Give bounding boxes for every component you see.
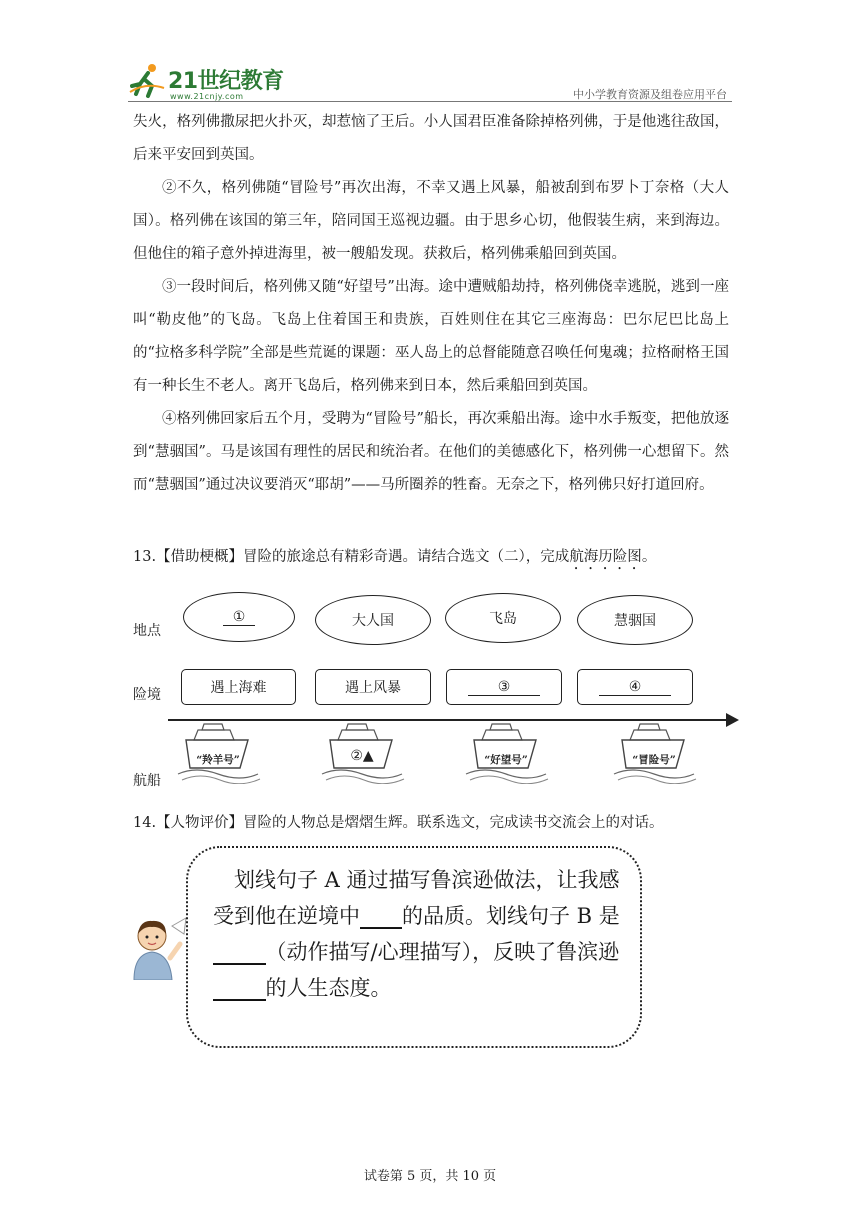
passage-paragraph-0: 失火，格列佛撒尿把火扑灭，却惹恼了王后。小人国君臣准备除掉格列佛，于是他逃往敌国，后来平安回到英国。: [133, 114, 729, 163]
logo-title: 21世纪教育: [168, 69, 284, 94]
place-label-4: 慧骃国: [614, 613, 656, 629]
question-13-emphasis: 航海历险图: [569, 549, 642, 565]
ship-2: [318, 722, 406, 784]
question-13: [133, 546, 656, 573]
danger-box-4: [577, 669, 693, 705]
danger-blank-3[interactable]: ③: [468, 679, 541, 696]
student-avatar-icon: [126, 914, 188, 980]
row-label-danger: 险境: [133, 687, 161, 703]
ship-label-4: “冒险号”: [632, 754, 676, 766]
place-ellipse-2: [315, 595, 431, 645]
place-label-3: 飞岛: [489, 611, 517, 627]
question-14: 14.【人物评价】冒险的人物总是熠熠生辉。联系选文，完成读书交流会上的对话。: [133, 815, 664, 831]
speech-part-4: 的人生态度。: [265, 976, 392, 1000]
speech-blank-3[interactable]: _____: [213, 976, 266, 1000]
passage-paragraph-2: ②不久，格列佛随“冒险号”再次出海，不幸又遇上风暴，船被刮到布罗卜丁奈格（大人国）。格列佛在该国的第三年，陪同国王巡视边疆。由于思乡心切，他假装生病，来到海边。但他住的箱子意外掉进海里，被一艘船发现。获救后，格列佛乘船回到英国。: [133, 180, 729, 262]
ship-4: [610, 722, 698, 784]
ship-label-1: “羚羊号”: [196, 754, 240, 766]
danger-box-2: [315, 669, 431, 705]
danger-box-3: [446, 669, 562, 705]
platform-name: 中小学教育资源及组卷应用平台: [573, 88, 727, 101]
place-ellipse-4: [577, 595, 693, 645]
header-divider: [128, 101, 732, 102]
runner-logo-icon: [126, 62, 166, 102]
place-label-2: 大人国: [352, 613, 394, 629]
timeline-line: [168, 719, 730, 721]
speech-part-2: 的品质。划线句子 B 是: [402, 904, 620, 928]
danger-label-2: 遇上风暴: [345, 680, 401, 696]
speech-text: [213, 862, 623, 1006]
place-blank-1[interactable]: ①: [223, 609, 256, 626]
place-ellipse-3: [445, 593, 561, 643]
ship-label-2[interactable]: ②▲: [350, 748, 374, 764]
danger-box-1: [181, 669, 296, 705]
ship-3: [462, 722, 550, 784]
speech-part-1: 划线句子 A 通过描写鲁滨逊做法，让我感受到他在逆境中: [213, 868, 620, 928]
row-label-ship: 航船: [133, 773, 161, 789]
timeline-arrow-icon: [726, 713, 739, 727]
question-13-suffix: 。: [641, 549, 657, 565]
danger-label-1: 遇上海难: [210, 680, 267, 696]
ship-label-3: “好望号”: [484, 754, 528, 766]
ship-1: [174, 722, 262, 784]
place-ellipse-1: [183, 592, 295, 642]
passage-paragraph-3: ③一段时间后，格列佛又随“好望号”出海。途中遭贼船劫持，格列佛侥幸逃脱，逃到一座叫“勒皮他”的飞岛。飞岛上住着国王和贵族，百姓则住在其它三座海岛：巴尔尼巴比岛上的“拉格多科学院”全部是些荒诞的课题：巫人岛上的总督能随意召唤任何鬼魂；拉格耐格王国有一种长生不老人。离开飞岛后，格列佛来到日本，然后乘船回到英国。: [133, 279, 729, 394]
speech-part-3: （动作描写/心理描写），反映了鲁滨逊: [265, 940, 620, 964]
question-13-prefix: 13.【借助梗概】冒险的旅途总有精彩奇遇。请结合选文（二），完成: [133, 549, 570, 565]
speech-blank-2[interactable]: _____: [213, 940, 266, 964]
passage-paragraph-4: ④格列佛回家后五个月，受聘为“冒险号”船长，再次乘船出海。途中水手叛变，把他放逐到“慧骃国”。马是该国有理性的居民和统治者。在他们的美德感化下，格列佛一心想留下。然而“慧骃国”通过决议要消灭“耶胡”——马所圈养的牲畜。无奈之下，格列佛只好打道回府。: [133, 411, 729, 493]
row-label-place: 地点: [133, 623, 161, 639]
danger-blank-4[interactable]: ④: [599, 679, 672, 696]
logo-url: www.21cnjy.com: [170, 92, 244, 101]
page-header: [0, 0, 860, 110]
speech-blank-1[interactable]: ____: [360, 904, 402, 928]
page-footer: 试卷第 5 页，共 10 页: [363, 1169, 497, 1184]
logo: [126, 62, 286, 106]
